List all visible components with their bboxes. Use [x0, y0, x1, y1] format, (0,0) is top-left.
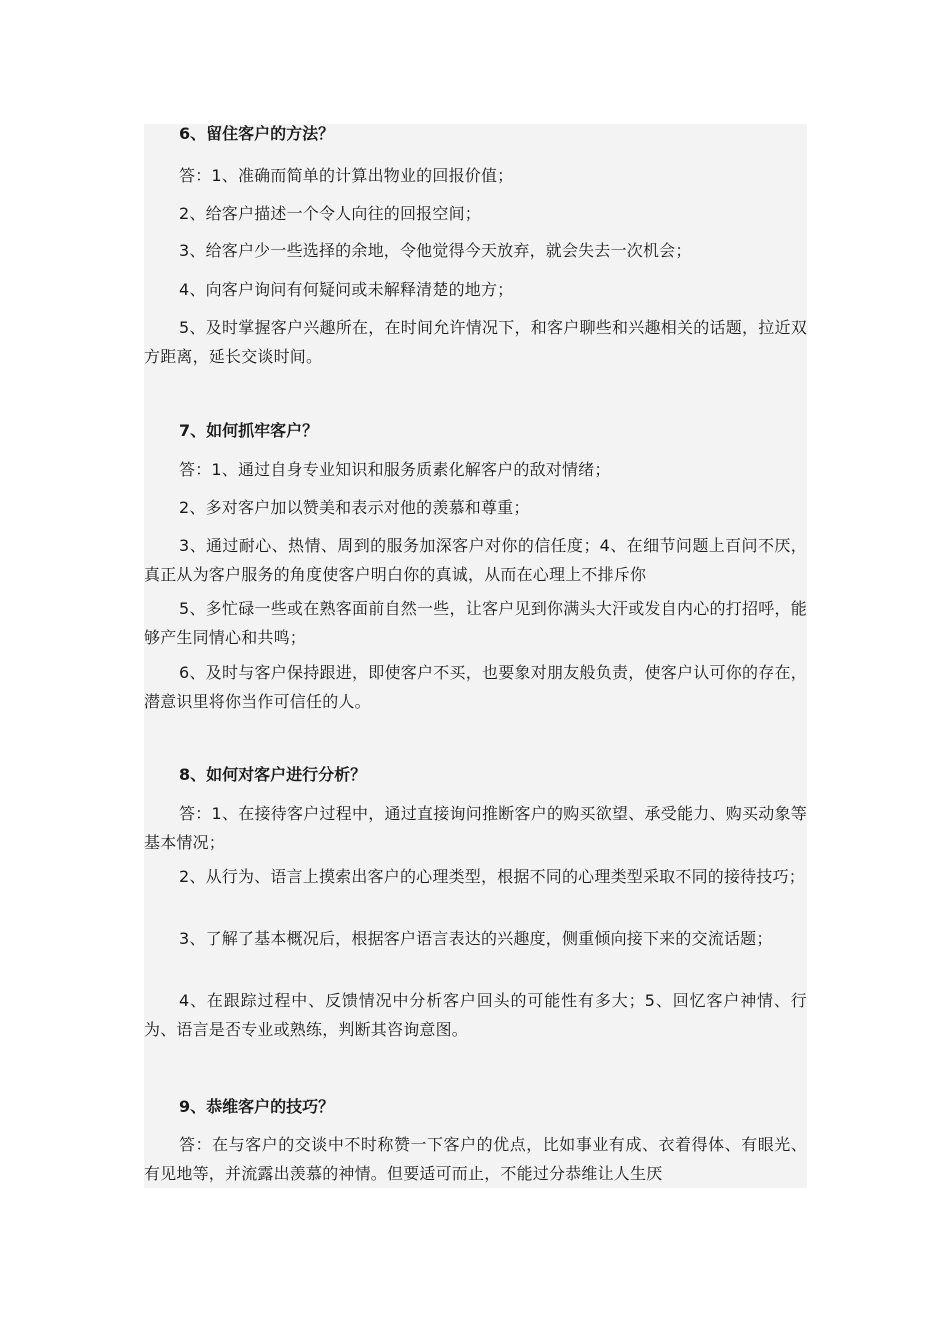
paragraph: 5、多忙碌一些或在熟客面前自然一些，让客户见到你满头大汗或发自内心的打招呼，能够产生同情心和共鸣； [144, 599, 807, 647]
paragraph: 答：1、通过自身专业知识和服务质素化解客户的敌对情绪； [179, 460, 611, 479]
paragraph: 6、及时与客户保持跟进，即使客户不买，也要象对朋友般负责，使客户认可你的存在，潜意识里将你当作可信任的人。 [144, 663, 807, 711]
paragraph: 5、及时掌握客户兴趣所在，在时间允许情况下，和客户聊些和兴趣相关的话题，拉近双方距离，延长交谈时间。 [144, 318, 807, 366]
section-heading: 8、如何对客户进行分析？ [179, 765, 367, 784]
section-heading: 9、恭维客户的技巧？ [179, 1097, 335, 1116]
paragraph: 3、给客户少一些选择的余地，令他觉得今天放弃，就会失去一次机会； [179, 241, 692, 260]
paragraph: 答：1、准确而简单的计算出物业的回报价值； [179, 166, 514, 185]
paragraph: 2、多对客户加以赞美和表示对他的羡慕和尊重； [179, 498, 530, 517]
section-heading: 7、如何抓牢客户？ [179, 421, 319, 440]
section-heading: 6、留住客户的方法？ [179, 124, 335, 143]
paragraph: 答：在与客户的交谈中不时称赞一下客户的优点，比如事业有成、衣着得体、有眼光、有见地等，并流露出羡慕的神情。但要适可而止，不能过分恭维让人生厌 [144, 1135, 807, 1183]
paragraph: 2、给客户描述一个令人向往的回报空间； [179, 204, 481, 223]
paragraph: 3、通过耐心、热情、周到的服务加深客户对你的信任度；4、在细节问题上百问不厌，真正从为客户服务的角度使客户明白你的真诚，从而在心理上不排斥你 [144, 536, 807, 584]
paragraph: 4、在跟踪过程中、反馈情况中分析客户回头的可能性有多大；5、回忆客户神情、行为、语言是否专业或熟练，判断其咨询意图。 [144, 991, 807, 1039]
paragraph: 3、了解了基本概况后，根据客户语言表达的兴趣度，侧重倾向接下来的交流话题； [179, 929, 773, 948]
paragraph: 2、从行为、语言上摸索出客户的心理类型，根据不同的心理类型采取不同的接待技巧； [179, 867, 805, 886]
paragraph: 答：1、在接待客户过程中，通过直接询问推断客户的购买欲望、承受能力、购买动象等基本情况； [144, 804, 807, 852]
paragraph: 4、向客户询问有何疑问或未解释清楚的地方； [179, 280, 514, 299]
